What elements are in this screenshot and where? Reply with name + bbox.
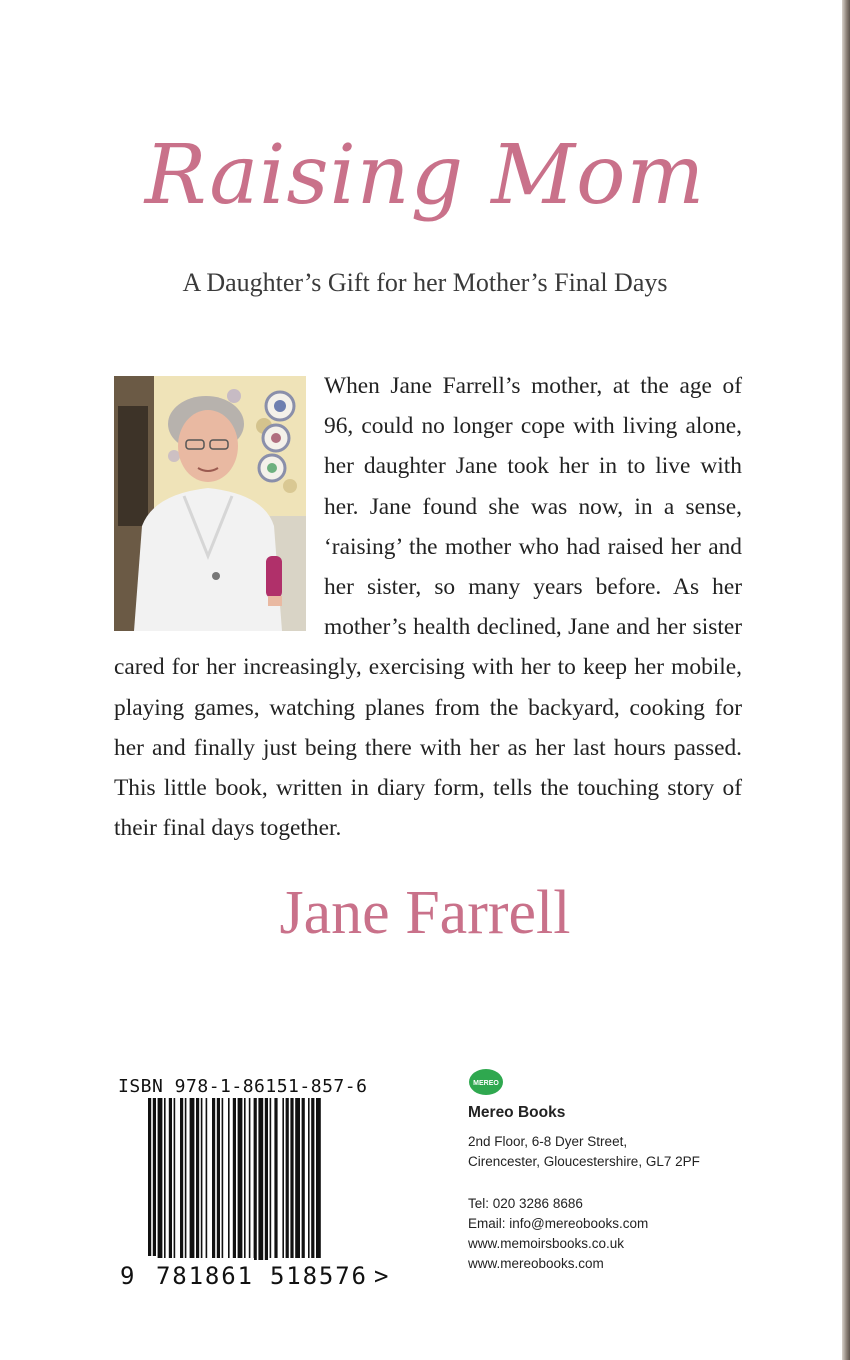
barcode-bar: [265, 1098, 268, 1260]
barcode-bar: [148, 1098, 151, 1276]
barcode-bar: [212, 1098, 215, 1260]
book-title: Raising Mom: [144, 128, 706, 223]
barcode-group1: 781861: [156, 1262, 252, 1288]
barcode-bar: [274, 1098, 277, 1260]
barcode-bar: [206, 1098, 208, 1260]
barcode-bar: [201, 1098, 203, 1260]
barcode-bar: [258, 1098, 263, 1260]
barcode-arrow: >: [374, 1262, 389, 1288]
barcode-bar: [316, 1098, 321, 1260]
barcode-bar: [190, 1098, 195, 1260]
barcode-bar: [217, 1098, 220, 1260]
barcode-bar: [270, 1098, 272, 1260]
publisher-email: Email: info@mereobooks.com: [468, 1216, 649, 1231]
barcode-bar: [295, 1098, 300, 1260]
mereo-logo-text: MEREO: [473, 1080, 499, 1087]
barcode-bar: [286, 1098, 289, 1260]
barcode-bar: [180, 1098, 183, 1260]
barcode-bar: [254, 1098, 257, 1260]
barcode-bar: [308, 1098, 310, 1260]
barcode-group2: 518576: [270, 1262, 366, 1288]
barcode-bar: [222, 1098, 224, 1260]
book-blurb: [114, 366, 742, 848]
barcode-bar: [238, 1098, 243, 1260]
barcode-bar: [185, 1098, 187, 1260]
barcode-bars: [148, 1098, 321, 1276]
barcode-bar: [164, 1098, 166, 1260]
blurb-text: When Jane Farrell’s mother, at the age of 96, could no longer cope with living alone, her daughter Jane took her in to live with her. Jane found she was now, in a sense, ‘raising’ the mother who had raised her and her sister, so many years before. As her mother’s health declined, Jane and her sister cared for her increasingly, exercising with her to keep her mobile, playing games, watching planes from the backyard, cooking for her and finally just being there with her as her last hours passed. This little book, written in diary form, tells the touching story of their final days together.: [114, 373, 742, 842]
publisher-block: [468, 1068, 700, 1274]
barcode-bar: [158, 1098, 163, 1260]
barcode-bar: [290, 1098, 293, 1260]
isbn-label: ISBN 978-1-86151-857-6: [118, 1076, 368, 1097]
publisher-address-line2: Cirencester, Gloucestershire, GL7 2PF: [468, 1154, 700, 1169]
barcode-bar: [282, 1098, 284, 1260]
publisher-address-line1: 2nd Floor, 6-8 Dyer Street,: [468, 1134, 628, 1149]
barcode-bar: [174, 1098, 176, 1260]
publisher-name: Mereo Books: [468, 1104, 566, 1121]
publisher-web2: www.mereobooks.com: [468, 1256, 604, 1271]
barcode-bar: [153, 1098, 156, 1276]
barcode-bar: [244, 1098, 246, 1260]
barcode-bar: [249, 1098, 251, 1260]
photo-wrap-spacer: [114, 366, 324, 644]
publisher-web1: www.memoirsbooks.co.uk: [468, 1236, 625, 1251]
barcode: [120, 1098, 400, 1288]
barcode-bar: [228, 1098, 230, 1260]
barcode-bar: [169, 1098, 172, 1260]
mereo-logo: [468, 1068, 504, 1096]
book-subtitle: A Daughter’s Gift for her Mother’s Final Days: [182, 268, 668, 297]
barcode-bar: [302, 1098, 305, 1260]
barcode-bar: [196, 1098, 199, 1260]
barcode-bar: [311, 1098, 314, 1260]
publisher-tel: Tel: 020 3286 8686: [468, 1196, 583, 1211]
barcode-first-digit: 9: [120, 1262, 135, 1288]
author-name: Jane Farrell: [279, 879, 571, 947]
barcode-bar: [233, 1098, 236, 1276]
